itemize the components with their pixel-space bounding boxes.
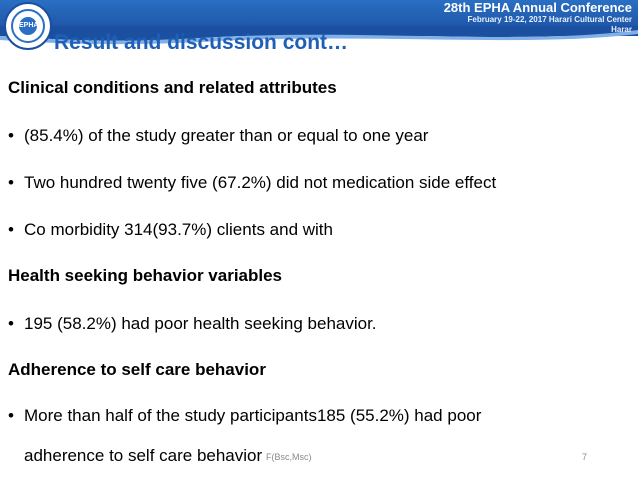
section-heading-health: Health seeking behavior variables — [8, 266, 283, 285]
bullet-text: 195 (58.2%) had poor health seeking behavior. — [24, 314, 377, 333]
epha-logo — [4, 2, 52, 50]
bullet-icon: • — [8, 220, 14, 239]
conference-title: 28th EPHA Annual Conference — [443, 0, 632, 15]
conference-dates: February 19-22, 2017 Harari Cultural Center — [467, 15, 632, 24]
bullet-item — [8, 126, 428, 146]
bullet-icon: • — [8, 406, 14, 425]
slide-title: Result and discussion cont… — [54, 31, 349, 54]
bullet-item — [8, 406, 481, 426]
bullet-text: Co morbidity 314(93.7%) clients and with — [24, 220, 333, 239]
bullet-text: (85.4%) of the study greater than or equal to one year — [24, 126, 429, 145]
conference-info — [444, 0, 632, 35]
logo-ring — [11, 9, 45, 43]
bullet-icon: • — [8, 126, 14, 145]
bullet-icon: • — [8, 173, 14, 192]
bullet-item — [8, 173, 496, 193]
bullet-item — [8, 314, 377, 334]
bullet-continuation-text: adherence to self care behavior — [24, 446, 263, 465]
section-heading-clinical: Clinical conditions and related attributes — [8, 78, 337, 97]
bullet-item — [8, 220, 333, 240]
bullet-text: Two hundred twenty five (67.2%) did not medication side effect — [24, 173, 497, 192]
section-heading-adherence: Adherence to self care behavior — [8, 360, 266, 379]
page-number: 7 — [582, 452, 588, 462]
bullet-icon: • — [8, 314, 14, 333]
logo-emblem-icon — [19, 17, 37, 35]
footer-author: F(Bsc,Msc) — [266, 452, 312, 462]
logo-text: EPHA — [19, 22, 39, 29]
conference-city: Harar — [611, 25, 632, 34]
bullet-text: More than half of the study participants185 (55.2%) had poor — [24, 406, 482, 425]
